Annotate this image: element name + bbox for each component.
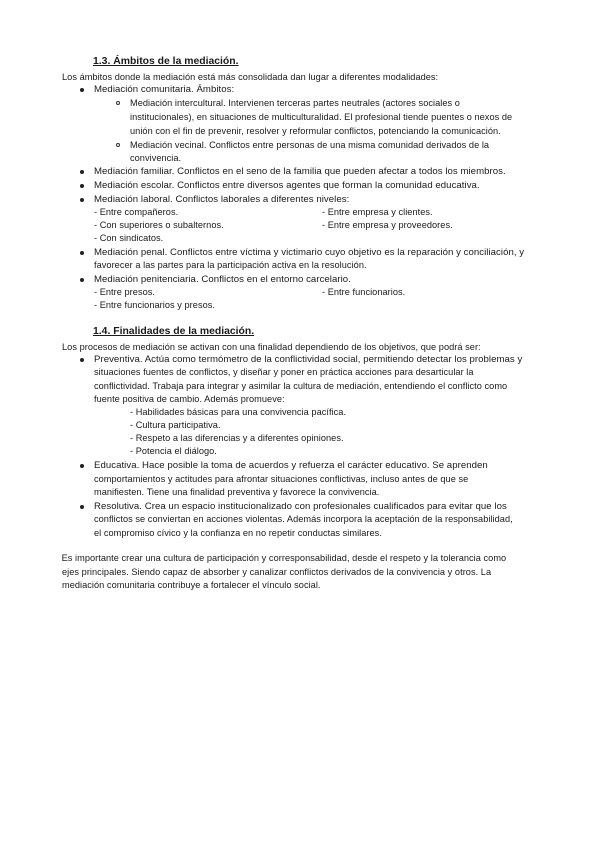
penitenciaria-sub-left: - Entre presos. <box>94 287 156 297</box>
item-familiar: Mediación familiar. Conflictos en el seno de la familia que pueden afectar a todos los miembros. <box>94 166 506 177</box>
closing-paragraph-line: mediación comunitaria contribuye a fortalecer el vínculo social. <box>62 580 321 590</box>
promueve-sub: - Habilidades básicas para una convivencia pacífica. <box>130 407 347 417</box>
penitenciaria-sub-right: - Entre funcionarios. <box>322 287 406 297</box>
item-vecinal-line: Mediación vecinal. Conflictos entre personas de una misma comunidad derivados de la <box>130 140 490 150</box>
closing-paragraph-line: Es importante crear una cultura de participación y corresponsabilidad, desde el respeto y la tolerancia como <box>59 553 507 563</box>
section-intro: Los procesos de mediación se activan con una finalidad dependiendo de los objetivos, que podrá ser: <box>62 342 481 352</box>
promueve-sub: - Respeto a las diferencias y a diferentes opiniones. <box>130 433 344 443</box>
bullet-icon <box>80 505 84 509</box>
item-preventiva-line: Preventiva. Actúa como termómetro de la conflictividad social, permitiendo detectar los problemas y <box>94 354 523 365</box>
laboral-sub-left: - Con superiores o subalternos. <box>94 220 224 230</box>
bullet-icon <box>80 88 84 92</box>
item-intercultural-line: unión con el fin de prevenir, resolver y reformular conflictos, potenciando la comunicación. <box>130 126 501 136</box>
item-intercultural-line: institucionales), en situaciones de multiculturalidad. El profesional tiende puentes o nexos de <box>130 112 513 122</box>
section-intro: Los ámbitos donde la mediación está más consolidada dan lugar a diferentes modalidades: <box>62 72 439 82</box>
laboral-sub-left: - Entre compañeros. <box>94 207 179 217</box>
item-penal-line: favorecer a las partes para la participación activa en la resolución. <box>94 260 367 270</box>
item-escolar: Mediación escolar. Conflictos entre diversos agentes que forman la comunidad educativa. <box>94 180 480 191</box>
item-resolutiva-line: Resolutiva. Crea un espacio institucionalizado con profesionales cualificados para evitar que los <box>94 501 507 512</box>
item-educativa-line: Educativa. Hace posible la toma de acuerdos y refuerza el carácter educativo. Se aprenden <box>94 460 488 471</box>
item-laboral: Mediación laboral. Conflictos laborales a diferentes niveles: <box>94 194 350 205</box>
item-penitenciaria: Mediación penitenciaria. Conflictos en el entorno carcelario. <box>94 274 351 285</box>
item-resolutiva-line: el compromiso cívico y la confianza en no repetir conductas similares. <box>94 528 382 538</box>
bullet-icon <box>80 251 84 255</box>
laboral-sub-left: - Con sindicatos. <box>94 233 164 243</box>
laboral-sub-right: - Entre empresa y clientes. <box>322 207 433 217</box>
laboral-sub-right: - Entre empresa y proveedores. <box>322 220 453 230</box>
bullet-icon <box>80 358 84 362</box>
bullet-icon <box>80 464 84 468</box>
item-intercultural-line: Mediación intercultural. Intervienen terceras partes neutrales (actores sociales o <box>130 98 460 108</box>
circle-bullet-icon <box>116 101 120 105</box>
item-preventiva-line: situaciones fuentes de conflictos, y diseñar y poner en práctica acciones para desarticular la <box>94 367 474 377</box>
item-preventiva-line: conflictividad. Trabaja para integrar y asimilar la cultura de mediación, entendiendo el conflicto como <box>94 381 508 391</box>
bullet-icon <box>80 170 84 174</box>
bullet-icon <box>80 278 84 282</box>
closing-paragraph-line: ejes principales. Siendo capaz de absorber y canalizar conflictos derivados de la convivencia y otros. La <box>62 567 492 577</box>
item-preventiva-line: fuente positiva de cambio. Además promueve: <box>94 394 285 404</box>
bullet-icon <box>80 198 84 202</box>
section-heading-finalidades: 1.4. Finalidades de la mediación. <box>93 326 255 337</box>
item-vecinal-line: convivencia. <box>130 153 182 163</box>
item-resolutiva-line: conflictos se conviertan en acciones violentas. Además incorpora la aceptación de la responsabilidad, <box>94 514 513 524</box>
promueve-sub: - Potencia el diálogo. <box>130 446 217 456</box>
section-heading-ambitos: 1.3. Ámbitos de la mediación. <box>93 56 239 67</box>
item-educativa-line: manifiesten. Tiene una finalidad preventiva y favorece la convivencia. <box>94 487 380 497</box>
circle-bullet-icon <box>116 143 120 147</box>
bullet-icon <box>80 184 84 188</box>
item-comunitaria: Mediación comunitaria. Ámbitos: <box>94 84 235 95</box>
item-penal-line: Mediación penal. Conflictos entre víctima y victimario cuyo objetivo es la reparación y conciliación, y <box>94 247 525 258</box>
item-educativa-line: comportamientos y actitudes para afrontar situaciones conflictivas, incluso antes de que se <box>94 474 469 484</box>
penitenciaria-sub-left: - Entre funcionarios y presos. <box>94 300 215 310</box>
promueve-sub: - Cultura participativa. <box>130 420 221 430</box>
